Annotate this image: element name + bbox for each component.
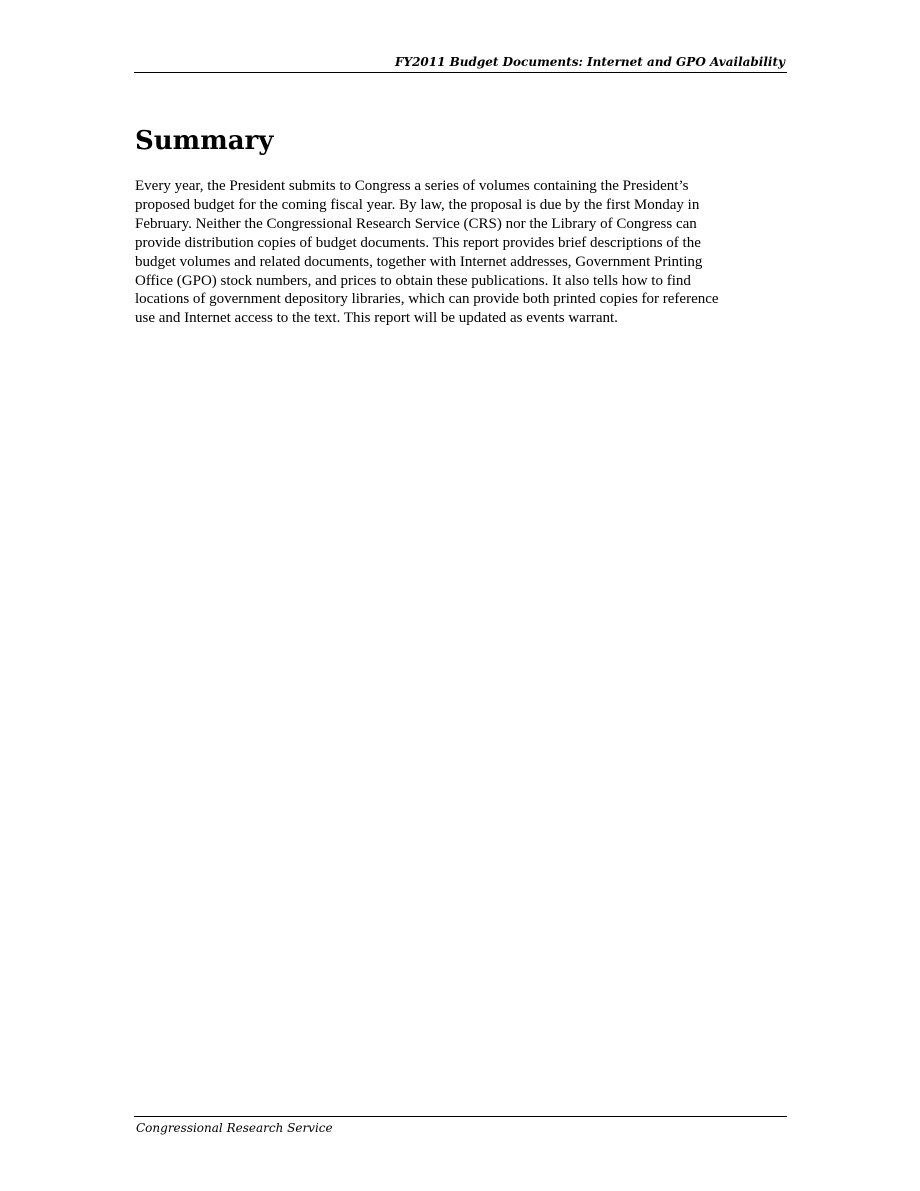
summary-line: Office (GPO) stock numbers, and prices to obtain these publications. It also tells how to find [135,272,691,289]
page-footer [134,1116,787,1135]
page-header [134,54,787,73]
summary-line: budget volumes and related documents, together with Internet addresses, Government Printing [135,253,703,270]
summary-line: Every year, the President submits to Congress a series of volumes containing the President’s [135,178,689,194]
summary-line: locations of government depository libraries, which can provide both printed copies for reference [135,291,719,308]
summary-line: use and Internet access to the text. This report will be updated as events warrant. [135,310,618,327]
summary-heading: Summary [135,126,274,156]
summary-paragraph [135,177,790,328]
summary-line: provide distribution copies of budget documents. This report provides brief descriptions of the [135,234,701,251]
footer-organization: Congressional Research Service [136,1121,333,1135]
summary-line: February. Neither the Congressional Research Service (CRS) nor the Library of Congress can [135,215,697,232]
summary-line: proposed budget for the coming fiscal year. By law, the proposal is due by the first Monday in [135,196,700,213]
running-header-title: FY2011 Budget Documents: Internet and GPO Availability [394,55,785,69]
